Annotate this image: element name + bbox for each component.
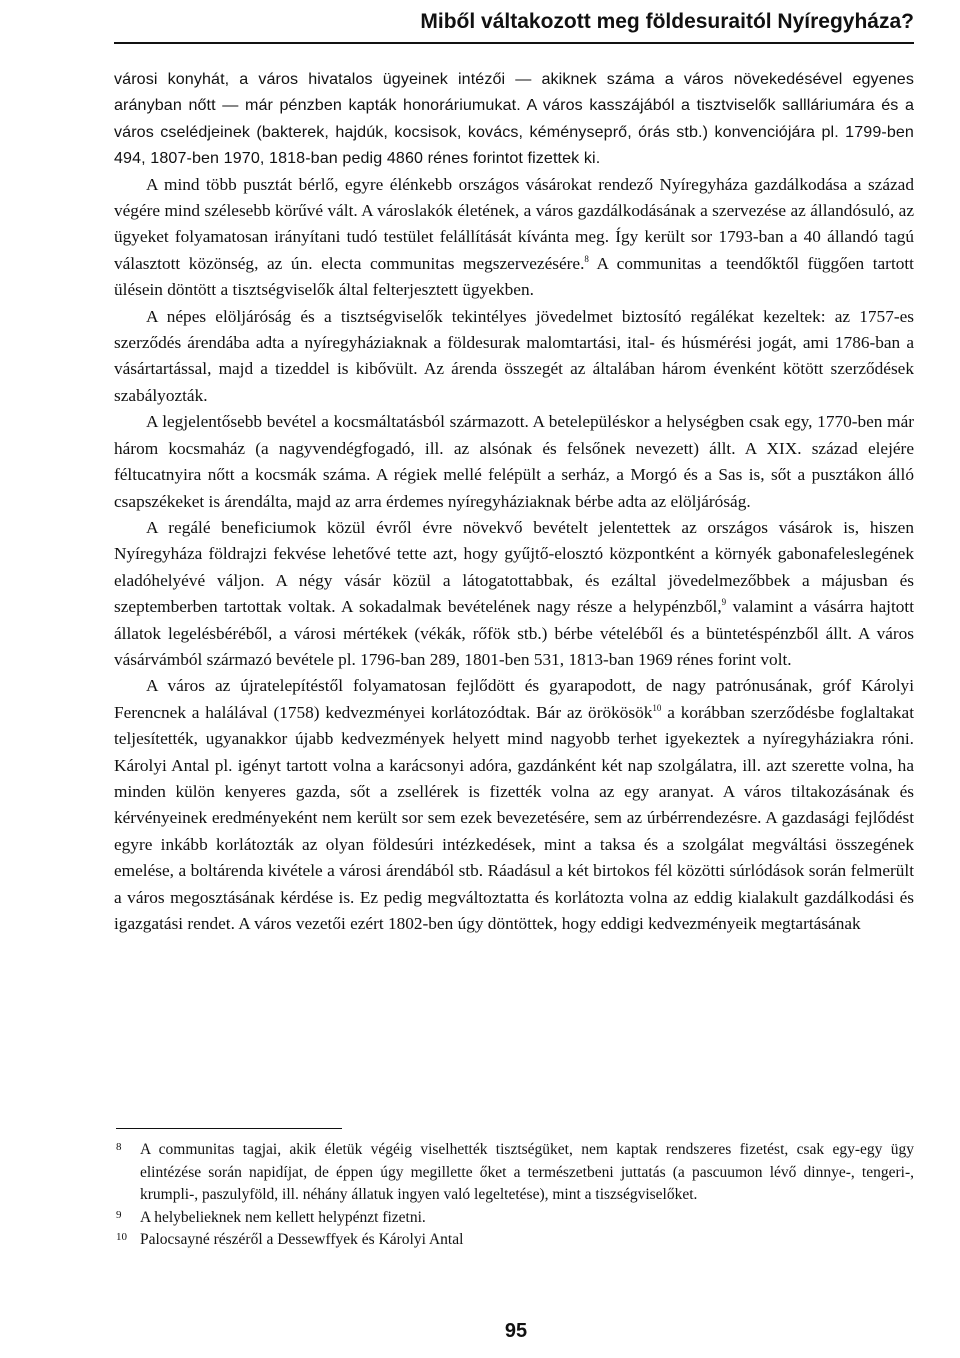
footnote [116, 1229, 914, 1252]
footnote-number: 8 [116, 1141, 122, 1153]
paragraph-text: A communitas a teendőktől függően tartott ülésein döntött a tisztségviselők által felterjesztett ügyekben. [114, 253, 914, 300]
footnote-rule [116, 1128, 342, 1129]
paragraph-text: valamint a vásárra hajtott állatok legelésbéréből, a városi mértékek (vékák, rőfök stb.) bérbe vételéből és a büntetéspénzből állt. A város vásárvámból származó bevétele pl. 1796-ban 289, 1801-ben 531, 1813-ban 1969 rénes forint volt. [114, 597, 915, 669]
footnote [116, 1207, 914, 1230]
footnote-ref: 10 [652, 702, 662, 713]
paragraph: A népes elöljáróság és a tisztségviselők tekintélyes jövedelmet biztosító regálékat kezeltek: az 1757-es szerződés árendába adta a nyíregyháziaknak a földesurak malomtartási, ital- és húsmérési jogát, ami 1786-ban a vásártartással, majd a tizeddel is kibővült. Az árenda összegét az általában három évenként kötött szerződések szabályozták. [114, 306, 914, 405]
footnote-ref: 8 [584, 254, 589, 265]
paragraph [114, 515, 914, 673]
footnote-text: A communitas tagjai, akik életük végéig viselhették tisztségüket, nem kaptak rendszeres fizetést, csak egy-egy ügy elintézése során napidíjat, de éppen úgy megillette őket a természetbeni juttatás (a pascuumon lévő dinnye-, tengeri-, krumpli-, paszulyföld, ill. néhány állatuk ingyen való legeltetése), mint a tiszségviselőket. [140, 1141, 914, 1204]
paragraph [114, 673, 914, 937]
body-text [114, 66, 914, 937]
footnote [116, 1139, 914, 1207]
footnote-ref: 9 [721, 597, 727, 608]
paragraph-text: a korábban szerződésbe foglaltakat teljesítették, ugyanakkor újabb kedvezmények helyett mind nagyobb terhet igyekeztek a nyíregyháziakra róni. Károlyi Antal pl. igényt tartott volna a karácsonyi adóra, gazdánként két nap szolgálatra, ill. azt szerette volna, ha minden külön kenyeres gazda, sőt a zsellérek is fizették volna az egy aranyat. A város tiltakozásának és kérvényeinek eredményeként nem került sor sem ezek bevezetésére, sem az úrbérrendezésre. A gazdasági fejlődést egyre inkább korlátozták az olyan földesúri intézkedések, mint a taksa és a szolgálat megváltási összegének emelése, a boltárenda kivétele a városi árendából stb. Ráadásul a két birtokos fél közötti súrlódások során felmerült a város megosztásának kérdése is. Ez pedig megváltoztatta és korlátozta volna az eddig kialakult gazdálkodási és igazgatási rendet. A város vezetői ezért 1802-ben úgy döntöttek, hogy eddigi kedvezményeik megtartásának [114, 702, 915, 933]
paragraph-text: A regálé beneficiumok közül évről évre növekvő bevételt jelentettek az országos vásárok is, hiszen Nyíregyháza földrajzi fekvése lehetővé tette azt, hogy gyűjtő-elosztó központként a környék gabonafeleslegének eladóhelyévé váljon. A négy vásár közül a látogatottabbak, és ezáltal jövedelmezőbbek a májusban és szeptemberben tartottak voltak. A sokadalmak bevételének nagy része a helypénzből, [114, 517, 914, 617]
paragraph-text: A mind több pusztát bérlő, egyre élénkebb országos vásárokat rendező Nyíregyháza gazdálkodása a század végére mind szélesebb körűvé vált. A városlakók életének, a város gazdálkodásának a szervezése az állandósuló, az ügyeket folyamatosan irányítani tudó testület felállítását kívánta meg. Így került sor 1793-ban a 40 állandó tagú választott közönség, az ún. electa communitas megszervezésére. [114, 174, 914, 273]
footnote-text: Palocsayné részéről a Dessewffyek és Károlyi Antal [140, 1231, 464, 1249]
footnotes [116, 1139, 914, 1252]
paragraph: városi konyhát, a város hivatalos ügyeinek intézői — akiknek száma a város növekedésével egyenes arányban nőtt — már pénzben kapták honoráriumukat. A város kasszájából a tisztviselők sallláriumára és a város cselédjeinek (bakterek, hajdúk, kocsisok, kovács, kéményseprő, órás stb.) konvenciójára pl. 1799-ben 494, 1807-ben 1970, 1818-ban pedig 4860 rénes forintot fizettek ki. [114, 70, 914, 168]
running-header: Miből váltakozott meg földesuraitól Nyíregyháza? [420, 10, 914, 33]
paragraph [114, 172, 914, 304]
paragraph-text: A város az újratelepítéstől folyamatosan fejlődött és gyarapodott, de nagy patrónusának, gróf Károlyi Ferencnek a halálával (1758) kedvezményei korlátozódtak. Bár az örökösök [114, 676, 914, 722]
footnote-text: A helybelieknek nem kellett helypénzt fizetni. [140, 1208, 426, 1226]
footnote-number: 9 [116, 1208, 122, 1221]
page-number: 95 [504, 1320, 528, 1342]
header-rule [114, 42, 914, 44]
footnote-number: 10 [116, 1231, 127, 1244]
paragraph: A legjelentősebb bevétel a kocsmáltatásból származott. A betelepüléskor a helységben csak egy, 1770-ben már három kocsmaház (a nagyvendégfogadó, ill. az alsónak és felsőnek nevezett) állt. A XIX. század elejére féltucatnyira nőtt a kocsmák száma. A régiek mellé felépült a serház, a Morgó és a Sas is, sőt a pusztákon álló csapszékeket is árendálta, majd az arra érdemes nyíregyháziaknak bérbe adta az elöljáróság. [114, 412, 914, 511]
